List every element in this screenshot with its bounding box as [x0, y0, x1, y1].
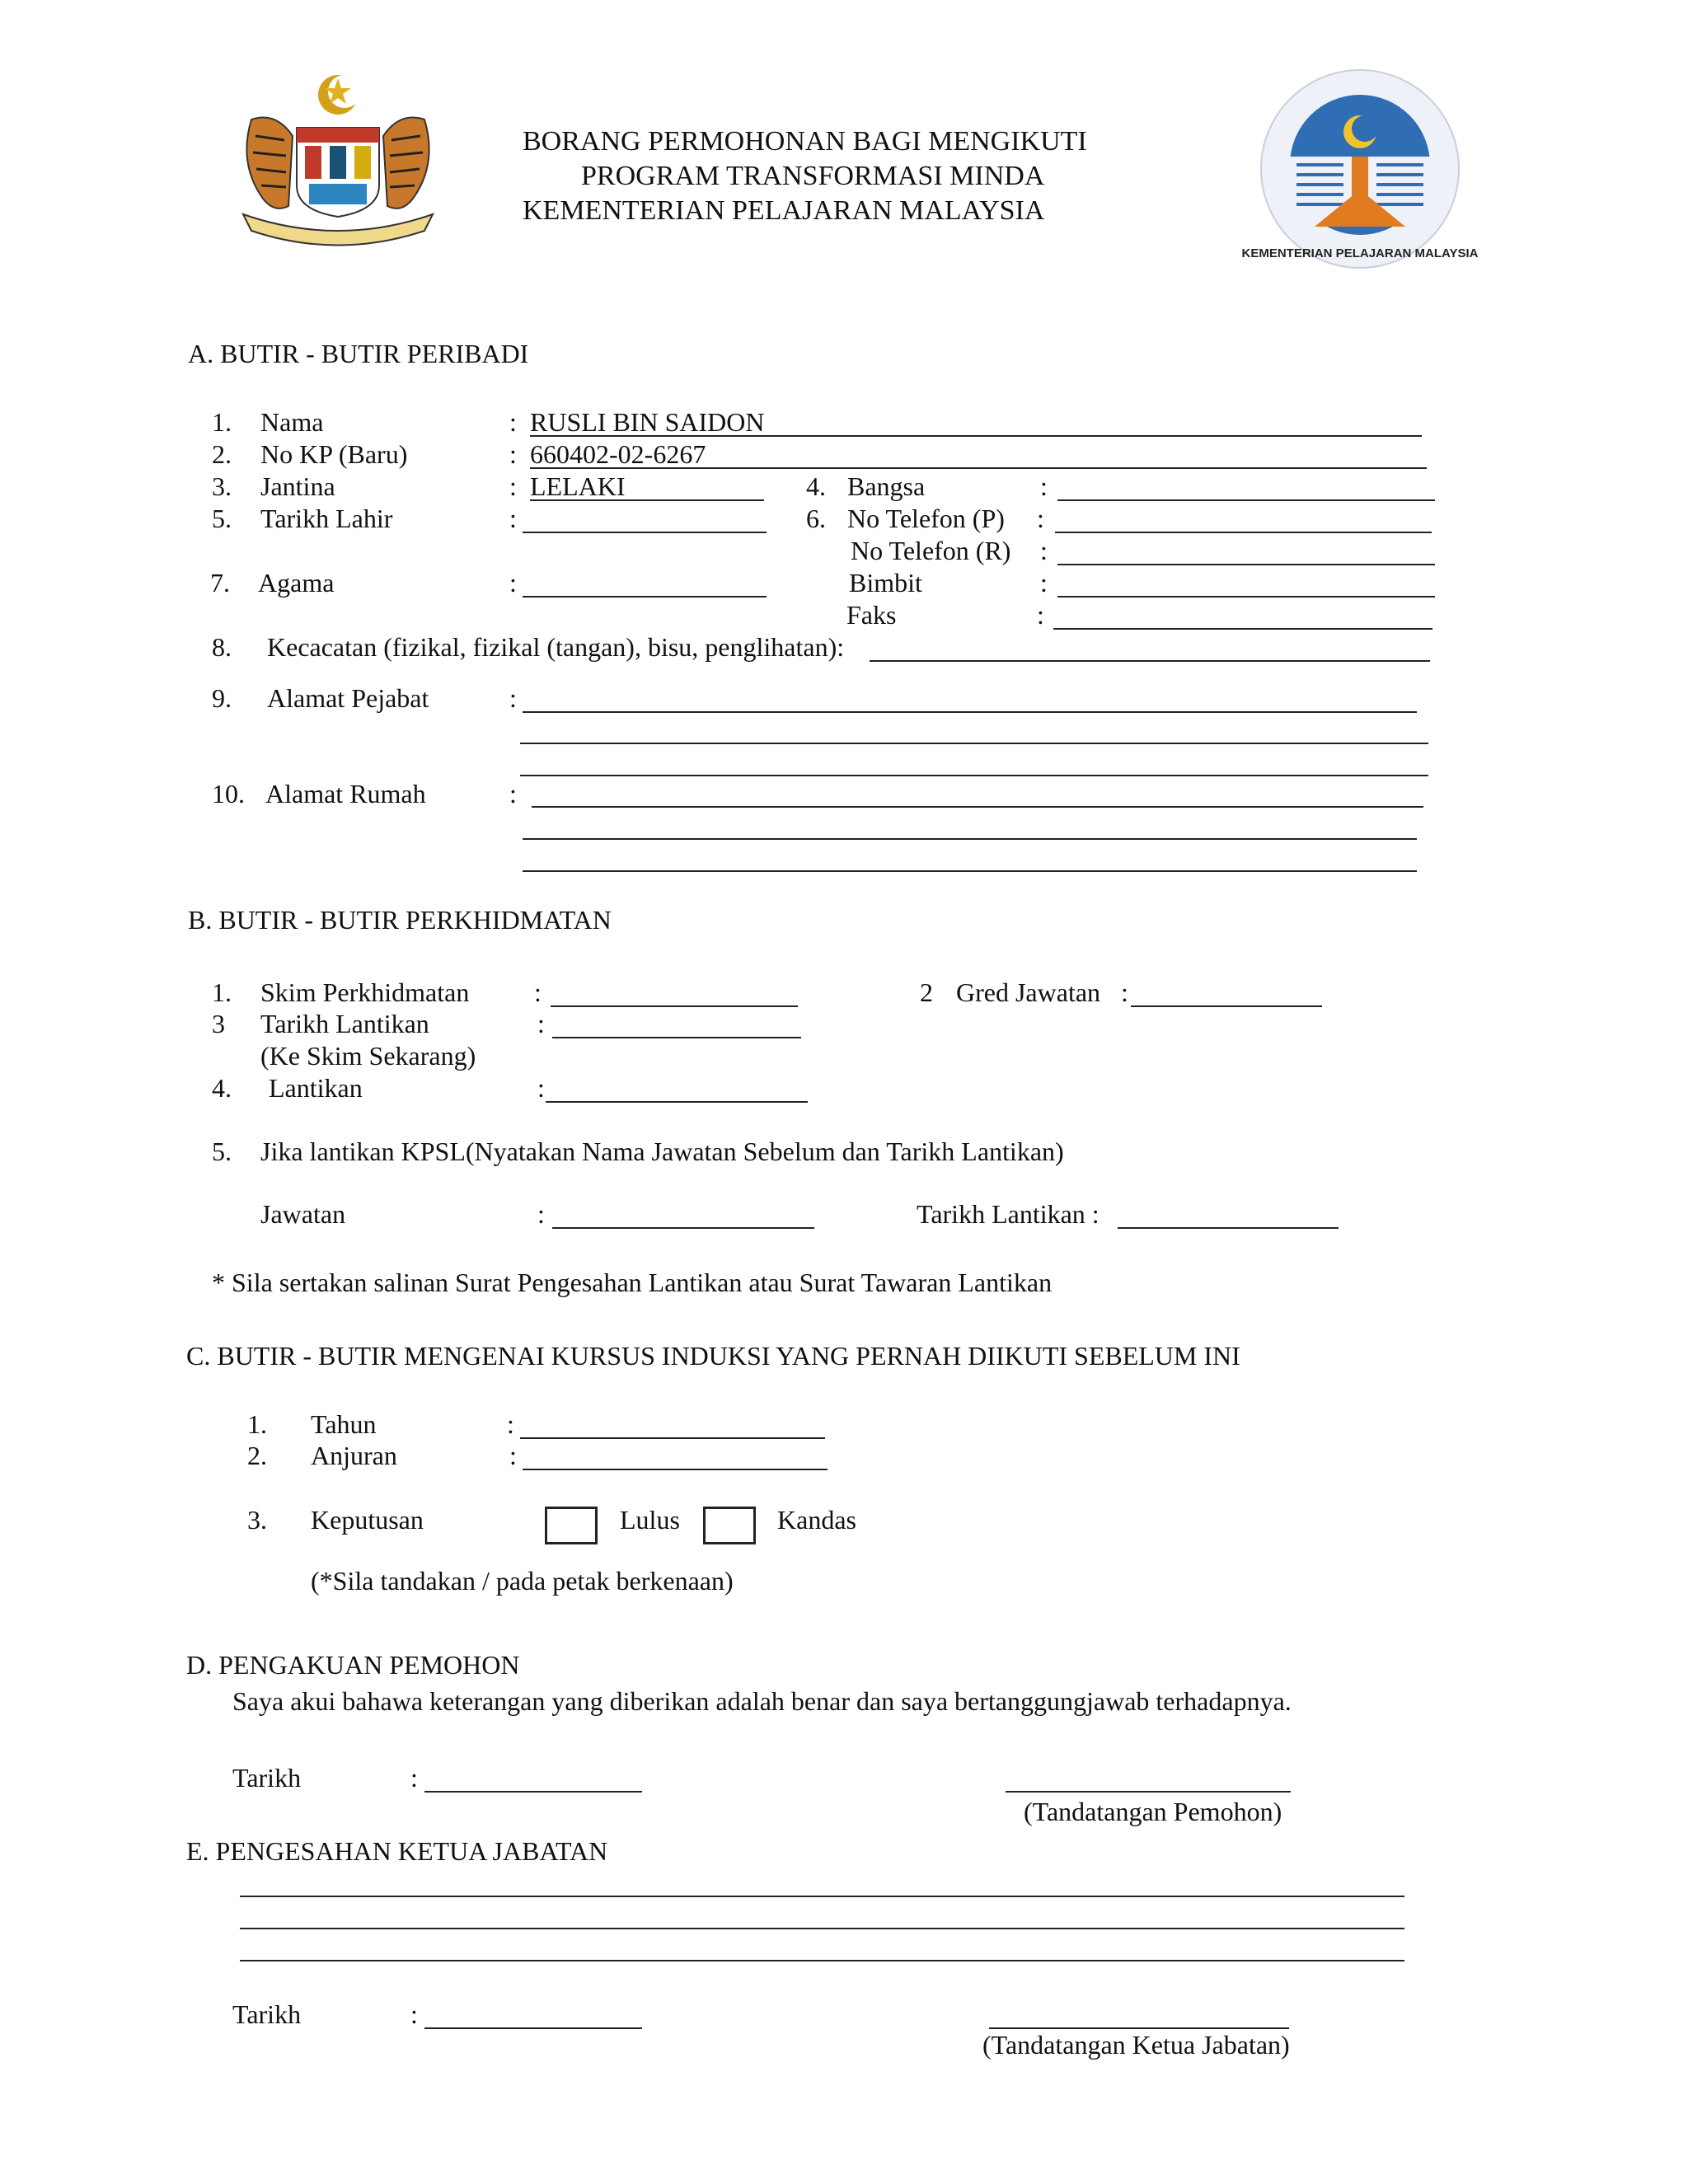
colon: :: [509, 568, 517, 598]
tarikh-lahir-field-line[interactable]: [523, 532, 767, 533]
colon: :: [1040, 471, 1048, 501]
alamat-pejabat-line-2[interactable]: [520, 743, 1428, 744]
item-number: 4.: [212, 1073, 232, 1103]
kandas-label: Kandas: [777, 1505, 856, 1535]
colon: :: [537, 1073, 545, 1103]
agama-field-line[interactable]: [523, 596, 767, 598]
telefon-p-label: No Telefon (P): [847, 504, 1005, 533]
nama-field-line[interactable]: [530, 435, 1422, 437]
anjuran-label: Anjuran: [311, 1441, 397, 1470]
colon: :: [1040, 536, 1048, 565]
lulus-checkbox[interactable]: [545, 1507, 598, 1544]
item-number: 1.: [212, 407, 232, 437]
colon: :: [509, 407, 517, 437]
tandatangan-ketua-caption: (Tandatangan Ketua Jabatan): [982, 2030, 1290, 2060]
telefon-r-field-line[interactable]: [1057, 564, 1435, 565]
tarikh-pemohon-field-line[interactable]: [424, 1791, 642, 1793]
tarikh-pemohon-label: Tarikh: [232, 1763, 302, 1793]
alamat-rumah-label: Alamat Rumah: [265, 779, 426, 808]
section-e-heading: E. PENGESAHAN KETUA JABATAN: [186, 1836, 608, 1866]
bangsa-label: Bangsa: [847, 471, 926, 501]
alamat-pejabat-line-1[interactable]: [523, 711, 1417, 713]
gred-jawatan-field-line[interactable]: [1131, 1005, 1322, 1007]
item-number: 1.: [212, 977, 232, 1007]
colon: :: [509, 504, 517, 533]
tarikh-lantikan-field-line[interactable]: [552, 1037, 801, 1038]
colon: :: [534, 977, 542, 1007]
alamat-pejabat-label: Alamat Pejabat: [267, 683, 429, 713]
item-number: 4.: [806, 471, 826, 501]
telefon-p-field-line[interactable]: [1055, 532, 1432, 533]
item-number: 10.: [212, 779, 245, 808]
gred-jawatan-label: Gred Jawatan: [956, 977, 1101, 1007]
colon: :: [1037, 600, 1044, 630]
item-number: 2.: [212, 439, 232, 469]
item-number: 3.: [212, 471, 232, 501]
item-number: 9.: [212, 683, 232, 713]
agama-label: Agama: [258, 568, 335, 598]
nokp-label: No KP (Baru): [260, 439, 408, 469]
tarikh-lahir-label: Tarikh Lahir: [260, 504, 393, 533]
skim-perkhidmatan-field-line[interactable]: [551, 1005, 798, 1007]
colon: :: [1040, 568, 1048, 598]
colon: :: [507, 1409, 514, 1439]
nokp-value[interactable]: 660402-02-6267: [530, 439, 706, 469]
item-number: 2: [920, 977, 933, 1007]
colon: :: [509, 471, 517, 501]
nokp-field-line[interactable]: [530, 467, 1427, 469]
colon: :: [509, 779, 517, 808]
malaysia-coat-of-arms-logo: [227, 70, 449, 243]
form-title-line-2: PROGRAM TRANSFORMASI MINDA: [581, 161, 1045, 191]
jawatan-label: Jawatan: [260, 1199, 346, 1229]
tahun-field-line[interactable]: [520, 1437, 825, 1439]
tarikh-lantikan-kpsl-label: Tarikh Lantikan :: [917, 1199, 1100, 1229]
jawatan-field-line[interactable]: [552, 1227, 814, 1229]
item-number: 1.: [247, 1409, 267, 1439]
lantikan-field-line[interactable]: [546, 1101, 808, 1103]
section-d-heading: D. PENGAKUAN PEMOHON: [186, 1650, 520, 1680]
item-number: 5.: [212, 1137, 232, 1166]
kandas-checkbox[interactable]: [703, 1507, 756, 1544]
jantina-field-line[interactable]: [530, 499, 764, 501]
bimbit-field-line[interactable]: [1057, 596, 1435, 598]
tarikh-ketua-field-line[interactable]: [424, 2027, 642, 2029]
tarikh-lantikan-sublabel: (Ke Skim Sekarang): [260, 1041, 476, 1071]
nama-value[interactable]: RUSLI BIN SAIDON: [530, 407, 765, 437]
item-number: 6.: [806, 504, 826, 533]
pengesahan-line-2[interactable]: [240, 1928, 1404, 1929]
bimbit-label: Bimbit: [849, 568, 922, 598]
section-b-heading: B. BUTIR - BUTIR PERKHIDMATAN: [188, 905, 612, 935]
faks-label: Faks: [846, 600, 897, 630]
colon: :: [509, 439, 517, 469]
colon: :: [410, 1999, 418, 2029]
kementerian-pelajaran-malaysia-logo: [1241, 66, 1479, 272]
lantikan-label: Lantikan: [269, 1073, 363, 1103]
item-number: 2.: [247, 1441, 267, 1470]
colon: :: [537, 1199, 545, 1229]
kecacatan-label: Kecacatan (fizikal, fizikal (tangan), bisu, penglihatan):: [267, 632, 845, 662]
anjuran-field-line[interactable]: [523, 1469, 828, 1470]
nama-label: Nama: [260, 407, 324, 437]
kpsl-label: Jika lantikan KPSL(Nyatakan Nama Jawatan Sebelum dan Tarikh Lantikan): [260, 1137, 1064, 1166]
jantina-value[interactable]: LELAKI: [530, 471, 626, 501]
tandatangan-pemohon-caption: (Tandatangan Pemohon): [1024, 1797, 1282, 1826]
item-number: 7.: [210, 568, 230, 598]
bangsa-field-line[interactable]: [1057, 499, 1435, 501]
alamat-pejabat-line-3[interactable]: [520, 775, 1428, 776]
pengesahan-line-3[interactable]: [240, 1960, 1404, 1961]
alamat-rumah-line-1[interactable]: [532, 806, 1423, 808]
pengakuan-statement: Saya akui bahawa keterangan yang diberikan adalah benar dan saya bertanggungjawab terhadapnya.: [232, 1686, 1292, 1716]
tarikh-ketua-label: Tarikh: [232, 1999, 302, 2029]
alamat-rumah-line-2[interactable]: [523, 838, 1417, 840]
item-number: 3: [212, 1009, 225, 1038]
keputusan-label: Keputusan: [311, 1505, 424, 1535]
colon: :: [509, 683, 517, 713]
alamat-rumah-line-3[interactable]: [523, 870, 1417, 872]
section-c-heading: C. BUTIR - BUTIR MENGENAI KURSUS INDUKSI YANG PERNAH DIIKUTI SEBELUM INI: [186, 1341, 1240, 1371]
section-b-note: * Sila sertakan salinan Surat Pengesahan Lantikan atau Surat Tawaran Lantikan: [212, 1268, 1053, 1297]
jantina-label: Jantina: [260, 471, 335, 501]
section-a-heading: A. BUTIR - BUTIR PERIBADI: [188, 339, 529, 368]
skim-perkhidmatan-label: Skim Perkhidmatan: [260, 977, 470, 1007]
lulus-label: Lulus: [620, 1505, 680, 1535]
item-number: 8.: [212, 632, 232, 662]
colon: :: [1037, 504, 1044, 533]
section-c-note: (*Sila tandakan / pada petak berkenaan): [311, 1566, 734, 1596]
colon: :: [1121, 977, 1128, 1007]
faks-field-line[interactable]: [1053, 628, 1432, 630]
item-number: 3.: [247, 1505, 267, 1535]
tahun-label: Tahun: [311, 1409, 377, 1439]
item-number: 5.: [212, 504, 232, 533]
logo-text: KEMENTERIAN PELAJARAN MALAYSIA: [1241, 246, 1479, 260]
tandatangan-ketua-line[interactable]: [989, 2027, 1289, 2029]
pengesahan-line-1[interactable]: [240, 1896, 1404, 1897]
colon: :: [410, 1763, 418, 1793]
kecacatan-field-line[interactable]: [870, 660, 1430, 662]
telefon-r-label: No Telefon (R): [851, 536, 1011, 565]
colon: :: [509, 1441, 517, 1470]
tarikh-lantikan-label: Tarikh Lantikan: [260, 1009, 429, 1038]
tarikh-lantikan-kpsl-field-line[interactable]: [1118, 1227, 1339, 1229]
tandatangan-pemohon-line[interactable]: [1006, 1791, 1291, 1793]
form-title-line-3: KEMENTERIAN PELAJARAN MALAYSIA: [523, 195, 1045, 226]
form-title-line-1: BORANG PERMOHONAN BAGI MENGIKUTI: [523, 126, 1087, 157]
colon: :: [537, 1009, 545, 1038]
